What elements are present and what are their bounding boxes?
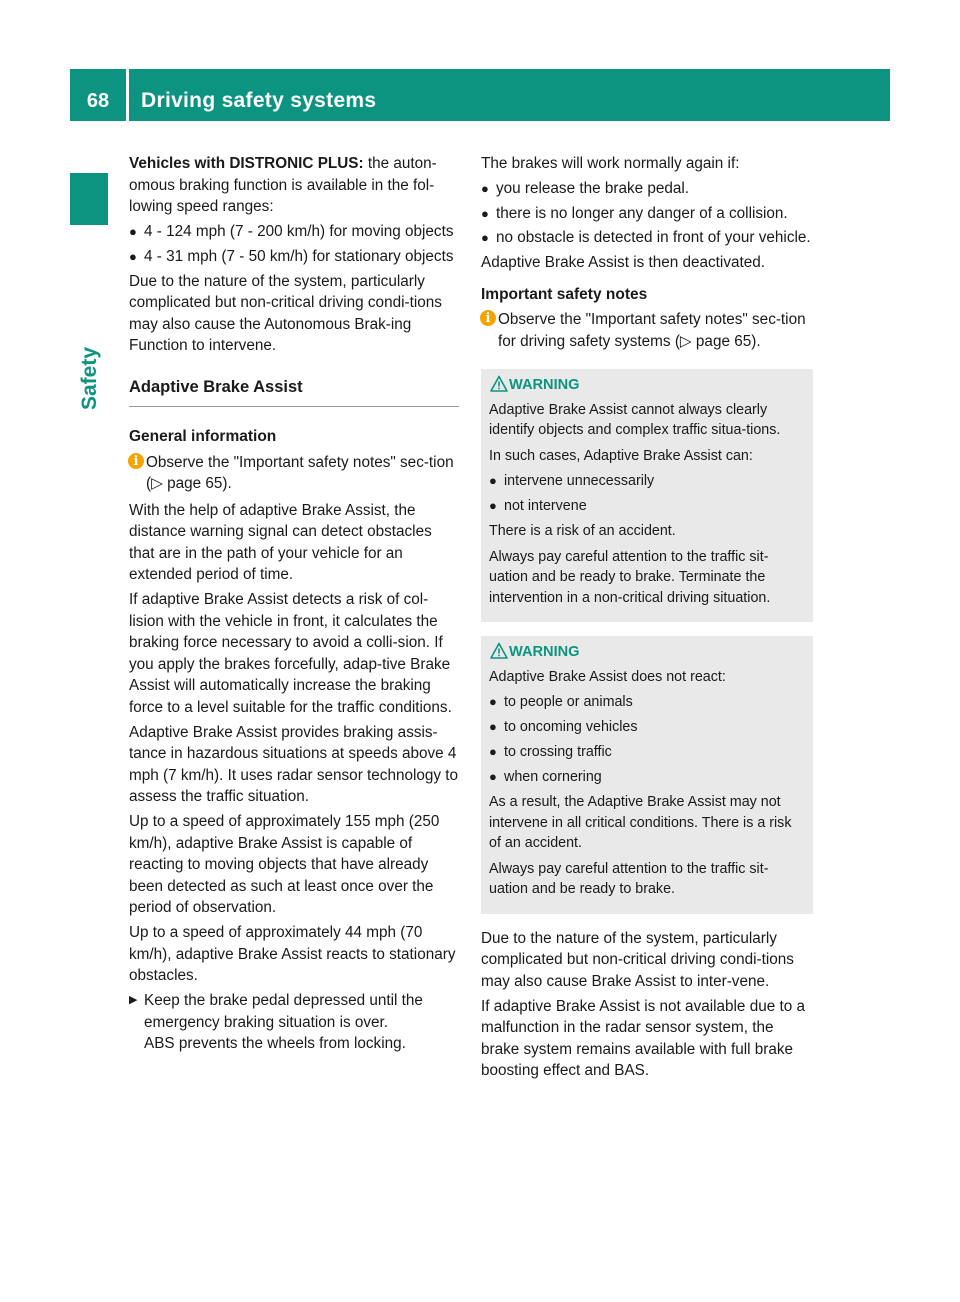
- list-item: [481, 203, 813, 225]
- list-item: [489, 471, 805, 492]
- bullet-icon: ●: [489, 769, 497, 784]
- instruction-step: [129, 990, 459, 1055]
- info-icon: i: [128, 453, 144, 469]
- info-note: [481, 309, 813, 352]
- body-paragraph: Up to a speed of approximately 44 mph (70 km/h), adaptive Brake Assist reacts to stationary obstacles.: [129, 924, 456, 984]
- list-item-text: 4 - 124 mph (7 - 200 km/h) for moving objects: [144, 223, 454, 240]
- bullet-icon: ●: [129, 248, 137, 264]
- header-divider: [126, 69, 129, 121]
- speed-range-list: [129, 221, 459, 267]
- body-paragraph: Up to a speed of approximately 155 mph (250 km/h), adaptive Brake Assist is capable of reacting to moving objects that have already been detected as such at least once over the period of observation.: [129, 813, 440, 916]
- warning-text: Always pay careful attention to the traffic sit-uation and be ready to brake.: [489, 860, 769, 897]
- section-heading: Adaptive Brake Assist: [129, 377, 459, 408]
- list-item: [481, 178, 813, 200]
- warning-text: Always pay careful attention to the traffic sit-uation and be ready to brake. Terminate the intervention in a non-critical driving situation.: [489, 548, 771, 606]
- info-note-text[interactable]: Observe the "Important safety notes" sec-tion (▷ page 65).: [146, 453, 454, 492]
- bullet-icon: ●: [489, 719, 497, 734]
- bullet-icon: ●: [489, 473, 497, 488]
- info-icon: i: [480, 310, 496, 326]
- list-item-text: you release the brake pedal.: [496, 180, 690, 197]
- warning-title-text: WARNING: [509, 377, 580, 393]
- list-item-text: no obstacle is detected in front of your vehicle.: [496, 229, 811, 246]
- intro-bold: Vehicles with DISTRONIC PLUS:: [129, 155, 364, 172]
- bullet-icon: ●: [481, 181, 489, 196]
- warning-box: [481, 636, 813, 914]
- page-title: Driving safety systems: [141, 89, 377, 112]
- body-paragraph: If adaptive Brake Assist detects a risk of col-lision with the vehicle in front, it calculates the braking force necessary to avoid a colli-sion. If you apply the brakes forcefully, adap-tive Brake Assist will automatically increase the braking force to a level suitable for the traffic conditions.: [129, 591, 452, 716]
- list-item: [489, 717, 805, 738]
- body-paragraph: With the help of adaptive Brake Assist, the distance warning signal can detect obstacles that are in the path of your vehicle for an extended period of time.: [129, 501, 432, 583]
- right-column: [481, 153, 813, 1085]
- body-paragraph: Adaptive Brake Assist provides braking assis-tance in hazardous situations at speeds above 4 mph (7 km/h). It uses radar sensor technology to assess the traffic situation.: [129, 723, 459, 805]
- warning-title: [489, 375, 805, 396]
- list-item-text: to people or animals: [504, 694, 633, 710]
- closing-paragraph: If adaptive Brake Assist is not available due to a malfunction in the radar sensor system, the brake system remains available with full brake boosting effect and BAS.: [481, 997, 805, 1079]
- safety-heading: Important safety notes: [481, 285, 648, 303]
- warning-list: [489, 471, 805, 517]
- list-item: [129, 246, 459, 268]
- info-note-text[interactable]: Observe the "Important safety notes" sec-tion for driving safety systems (▷ page 65).: [498, 311, 806, 350]
- bullet-icon: ●: [481, 205, 489, 221]
- warning-title: [489, 642, 805, 663]
- sidebar-marker: [70, 173, 108, 225]
- warning-text: Adaptive Brake Assist does not react:: [489, 668, 726, 685]
- sidebar-section-label: [74, 320, 114, 410]
- intro-paragraph: [129, 153, 459, 218]
- warning-triangle-icon: [490, 642, 508, 660]
- list-item: [489, 742, 805, 763]
- warning-text: In such cases, Adaptive Brake Assist can:: [489, 447, 753, 464]
- warning-triangle-icon: [490, 375, 508, 393]
- bullet-icon: ●: [481, 230, 489, 245]
- deactivated-paragraph: Adaptive Brake Assist is then deactivated.: [481, 254, 766, 271]
- list-item: [481, 227, 813, 249]
- left-column: [129, 153, 459, 1055]
- triangle-right-icon: ▶: [129, 994, 138, 1006]
- bullet-icon: ●: [489, 498, 497, 513]
- list-item-text: to oncoming vehicles: [504, 719, 638, 735]
- list-item-text: to crossing traffic: [504, 744, 612, 760]
- warning-text: As a result, the Adaptive Brake Assist may not intervene in all critical conditions. There is a risk of an accident.: [489, 794, 792, 851]
- list-item-text: there is no longer any danger of a collision.: [496, 204, 788, 222]
- sidebar-label-text: Safety: [78, 346, 101, 410]
- list-item: [489, 767, 805, 788]
- nature-paragraph: Due to the nature of the system, particularly complicated but non-critical driving condi-tions may also cause the Autonomous Brak-ing Function to intervene.: [129, 272, 442, 354]
- normal-conditions-list: [481, 178, 813, 249]
- warning-box: [481, 369, 813, 622]
- list-item-text: when cornering: [504, 769, 602, 785]
- warning-text: Adaptive Brake Assist cannot always clearly identify objects and complex traffic situa-tions.: [489, 401, 781, 438]
- info-note: [129, 452, 459, 495]
- list-item: [489, 496, 805, 517]
- subheading: General information: [129, 428, 277, 445]
- normal-intro: The brakes will work normally again if:: [481, 155, 740, 172]
- list-item: [489, 692, 805, 713]
- list-item-text: 4 - 31 mph (7 - 50 km/h) for stationary objects: [144, 247, 454, 265]
- intro-text: the auton-omous braking function is available in the fol-lowing speed ranges:: [129, 155, 437, 215]
- page-number: 68: [86, 90, 110, 112]
- warning-text: There is a risk of an accident.: [489, 523, 676, 539]
- warning-list: [489, 692, 805, 788]
- list-item-text: not intervene: [504, 498, 587, 514]
- list-item: [129, 221, 459, 243]
- bullet-icon: ●: [489, 744, 497, 759]
- list-item-text: intervene unnecessarily: [504, 473, 655, 489]
- closing-paragraph: Due to the nature of the system, particularly complicated but non-critical driving condi-tions may also cause Brake Assist to inter-vene.: [481, 929, 794, 990]
- warning-title-text: WARNING: [509, 644, 580, 660]
- step-result: ABS prevents the wheels from locking.: [144, 1035, 406, 1052]
- step-text: Keep the brake pedal depressed until the emergency braking situation is over.: [144, 992, 423, 1031]
- bullet-icon: ●: [489, 694, 497, 709]
- bullet-icon: ●: [129, 224, 137, 239]
